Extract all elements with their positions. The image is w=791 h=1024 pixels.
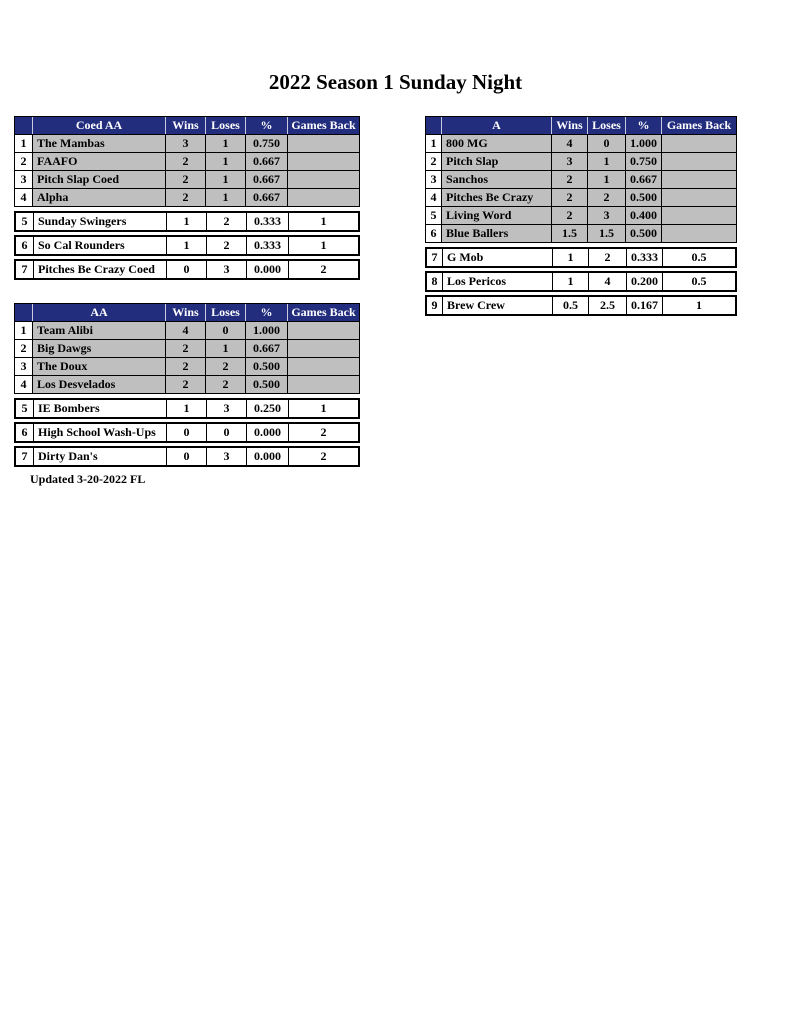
loses-cell: 3	[206, 448, 246, 465]
team-cell: Sanchos	[441, 171, 551, 188]
loses-header-cell: Loses	[587, 117, 625, 134]
pct-cell: 0.667	[625, 171, 661, 188]
wins-cell: 3	[165, 135, 205, 152]
team-cell: Dirty Dan's	[33, 448, 166, 465]
team-cell: Pitch Slap Coed	[32, 171, 165, 188]
pct-header-cell: %	[625, 117, 661, 134]
team-cell: Pitches Be Crazy Coed	[33, 261, 166, 278]
team-cell: Blue Ballers	[441, 225, 551, 242]
loses-cell: 3	[206, 400, 246, 417]
pct-cell: 0.500	[245, 358, 287, 375]
standings-row	[14, 446, 360, 467]
pct-cell: 0.500	[625, 189, 661, 206]
pct-cell: 0.200	[626, 273, 662, 290]
table-title-cell: A	[441, 117, 551, 134]
gb-cell: 0.5	[662, 273, 735, 290]
team-cell: Pitches Be Crazy	[441, 189, 551, 206]
gb-cell	[661, 153, 736, 170]
loses-cell: 3	[587, 207, 625, 224]
team-cell: Los Desvelados	[32, 376, 165, 393]
table-title-cell: Coed AA	[32, 117, 165, 134]
rank-cell: 5	[426, 207, 441, 224]
team-cell: Brew Crew	[442, 297, 552, 314]
upper-standings-block	[425, 116, 737, 243]
gb-cell	[287, 153, 359, 170]
wins-header-cell: Wins	[165, 304, 205, 321]
loses-cell: 0	[205, 322, 245, 339]
standings-row	[14, 235, 360, 256]
rank-cell: 4	[15, 376, 32, 393]
standings-row	[15, 170, 359, 188]
pct-header-cell: %	[245, 304, 287, 321]
pct-cell: 0.500	[245, 376, 287, 393]
gb-cell	[287, 171, 359, 188]
standings-row	[426, 206, 736, 224]
loses-cell: 2	[206, 237, 246, 254]
pct-cell: 0.667	[245, 340, 287, 357]
gb-cell	[287, 340, 359, 357]
team-cell: The Mambas	[32, 135, 165, 152]
wins-cell: 0.5	[552, 297, 588, 314]
wins-cell: 4	[551, 135, 587, 152]
loses-cell: 1	[205, 135, 245, 152]
gb-cell	[661, 207, 736, 224]
wins-header-cell: Wins	[165, 117, 205, 134]
wins-cell: 0	[166, 424, 206, 441]
gb-cell: 1	[288, 400, 358, 417]
standings-row	[15, 339, 359, 357]
gb-cell: 1	[288, 237, 358, 254]
standings-row	[15, 321, 359, 339]
rank-header-cell	[426, 117, 441, 134]
table-header-row	[426, 117, 736, 134]
gb-cell: 0.5	[662, 249, 735, 266]
gb-cell: 2	[288, 261, 358, 278]
gb-header-cell: Games Back	[287, 304, 359, 321]
loses-cell: 2	[206, 213, 246, 230]
wins-cell: 1	[552, 249, 588, 266]
team-cell: Alpha	[32, 189, 165, 206]
wins-cell: 2	[551, 171, 587, 188]
wins-cell: 2	[551, 207, 587, 224]
pct-cell: 0.667	[245, 171, 287, 188]
gb-header-cell: Games Back	[287, 117, 359, 134]
team-cell: Big Dawgs	[32, 340, 165, 357]
standings-row	[425, 247, 737, 268]
gb-cell: 1	[662, 297, 735, 314]
rank-cell: 6	[21, 425, 28, 439]
pct-cell: 0.000	[246, 261, 288, 278]
team-cell: G Mob	[442, 249, 552, 266]
wins-cell: 2	[165, 153, 205, 170]
gb-header-cell: Games Back	[661, 117, 736, 134]
wins-cell: 4	[165, 322, 205, 339]
standings-row	[425, 295, 737, 316]
gb-cell	[287, 322, 359, 339]
standings-row	[14, 422, 360, 443]
updated-note: Updated 3-20-2022 FL	[30, 472, 146, 486]
loses-cell: 0	[206, 424, 246, 441]
loses-cell: 1	[205, 189, 245, 206]
team-cell: So Cal Rounders	[33, 237, 166, 254]
standings-row	[15, 375, 359, 393]
wins-cell: 2	[165, 358, 205, 375]
wins-cell: 1	[166, 237, 206, 254]
gb-cell	[661, 171, 736, 188]
upper-standings-block	[14, 303, 360, 394]
gb-cell: 2	[288, 448, 358, 465]
pct-header-cell: %	[245, 117, 287, 134]
wins-cell: 2	[165, 171, 205, 188]
pct-cell: 0.333	[626, 249, 662, 266]
wins-cell: 1	[166, 213, 206, 230]
standings-row	[14, 211, 360, 232]
pct-cell: 0.500	[625, 225, 661, 242]
gb-cell: 2	[288, 424, 358, 441]
team-cell: Los Pericos	[442, 273, 552, 290]
wins-cell: 2	[551, 189, 587, 206]
team-cell: Team Alibi	[32, 322, 165, 339]
gb-cell	[287, 376, 359, 393]
loses-cell: 0	[587, 135, 625, 152]
team-cell: 800 MG	[441, 135, 551, 152]
standings-table-aa	[14, 303, 360, 467]
rank-header-cell	[15, 304, 32, 321]
rank-cell: 8	[431, 274, 438, 288]
loses-cell: 2	[205, 358, 245, 375]
rank-cell: 5	[21, 214, 28, 228]
standings-row	[15, 134, 359, 152]
pct-cell: 0.750	[625, 153, 661, 170]
rank-cell: 9	[431, 298, 438, 312]
table-title-cell: AA	[32, 304, 165, 321]
standings-row	[425, 271, 737, 292]
wins-cell: 0	[166, 261, 206, 278]
team-cell: High School Wash-Ups	[33, 424, 166, 441]
wins-cell: 2	[165, 376, 205, 393]
standings-table-a	[425, 116, 737, 316]
standings-row	[15, 357, 359, 375]
pct-cell: 0.667	[245, 189, 287, 206]
rank-header-cell	[15, 117, 32, 134]
standings-row	[426, 188, 736, 206]
rank-cell: 3	[426, 171, 441, 188]
standings-row	[426, 224, 736, 242]
loses-header-cell: Loses	[205, 117, 245, 134]
gb-cell	[661, 189, 736, 206]
loses-cell: 1	[205, 153, 245, 170]
gb-cell	[287, 189, 359, 206]
gb-cell	[287, 358, 359, 375]
wins-cell: 0	[166, 448, 206, 465]
wins-cell: 1	[552, 273, 588, 290]
pct-cell: 0.333	[246, 237, 288, 254]
pct-cell: 0.250	[246, 400, 288, 417]
wins-cell: 1.5	[551, 225, 587, 242]
wins-cell: 2	[165, 189, 205, 206]
wins-cell: 3	[551, 153, 587, 170]
rank-cell: 7	[21, 449, 28, 463]
team-cell: Pitch Slap	[441, 153, 551, 170]
loses-cell: 2	[588, 249, 626, 266]
gb-cell	[661, 135, 736, 152]
loses-header-cell: Loses	[205, 304, 245, 321]
loses-cell: 1	[587, 171, 625, 188]
pct-cell: 1.000	[245, 322, 287, 339]
standings-row	[426, 152, 736, 170]
rank-cell: 1	[426, 135, 441, 152]
standings-row	[15, 152, 359, 170]
pct-cell: 1.000	[625, 135, 661, 152]
wins-header-cell: Wins	[551, 117, 587, 134]
loses-cell: 4	[588, 273, 626, 290]
team-cell: Sunday Swingers	[33, 213, 166, 230]
loses-cell: 2	[205, 376, 245, 393]
rank-cell: 3	[15, 358, 32, 375]
pct-cell: 0.333	[246, 213, 288, 230]
gb-cell	[661, 225, 736, 242]
loses-cell: 1	[205, 340, 245, 357]
team-cell: IE Bombers	[33, 400, 166, 417]
standings-row	[14, 398, 360, 419]
table-header-row	[15, 304, 359, 321]
rank-cell: 2	[426, 153, 441, 170]
rank-cell: 6	[426, 225, 441, 242]
loses-cell: 1	[587, 153, 625, 170]
pct-cell: 0.167	[626, 297, 662, 314]
rank-cell: 7	[21, 262, 28, 276]
standings-table-coed-aa	[14, 116, 360, 280]
loses-cell: 3	[206, 261, 246, 278]
rank-cell: 2	[15, 340, 32, 357]
team-cell: FAAFO	[32, 153, 165, 170]
team-cell: The Doux	[32, 358, 165, 375]
gb-cell	[287, 135, 359, 152]
loses-cell: 1	[205, 171, 245, 188]
gb-cell: 1	[288, 213, 358, 230]
standings-row	[15, 188, 359, 206]
loses-cell: 2	[587, 189, 625, 206]
wins-cell: 2	[165, 340, 205, 357]
pct-cell: 0.000	[246, 448, 288, 465]
rank-cell: 2	[15, 153, 32, 170]
upper-standings-block	[14, 116, 360, 207]
table-header-row	[15, 117, 359, 134]
rank-cell: 4	[15, 189, 32, 206]
pct-cell: 0.400	[625, 207, 661, 224]
rank-cell: 5	[21, 401, 28, 415]
rank-cell: 4	[426, 189, 441, 206]
rank-cell: 3	[15, 171, 32, 188]
loses-cell: 1.5	[587, 225, 625, 242]
rank-cell: 1	[15, 135, 32, 152]
wins-cell: 1	[166, 400, 206, 417]
pct-cell: 0.000	[246, 424, 288, 441]
standings-row	[14, 259, 360, 280]
standings-row	[426, 170, 736, 188]
rank-cell: 7	[431, 250, 438, 264]
standings-row	[426, 134, 736, 152]
page-title: 2022 Season 1 Sunday Night	[268, 70, 523, 94]
team-cell: Living Word	[441, 207, 551, 224]
rank-cell: 6	[21, 238, 28, 252]
loses-cell: 2.5	[588, 297, 626, 314]
rank-cell: 1	[15, 322, 32, 339]
pct-cell: 0.750	[245, 135, 287, 152]
pct-cell: 0.667	[245, 153, 287, 170]
